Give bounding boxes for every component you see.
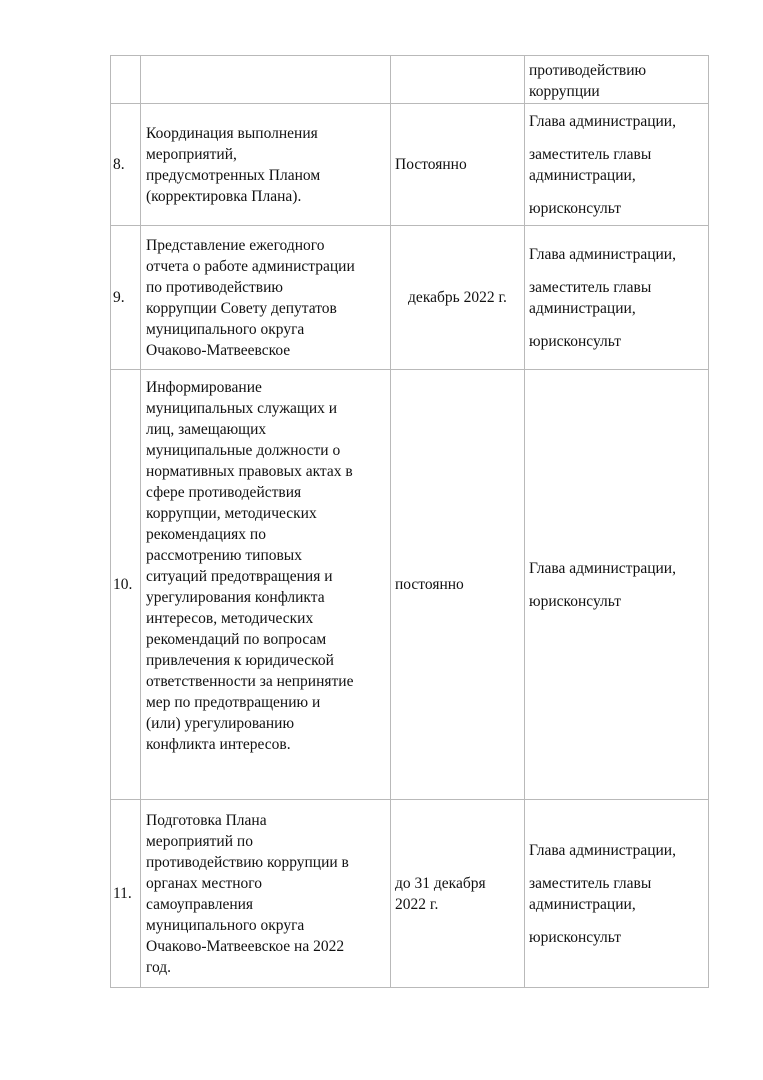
table-row [111, 226, 709, 370]
row-number-cell: 11. [111, 800, 141, 988]
task-cell: Подготовка Плана мероприятий по противодействию коррупции в органах местного самоуправления муниципального округа Очаково-Матвеевское на 2022 год. [141, 800, 391, 988]
term-cell: декабрь 2022 г. [391, 226, 525, 370]
row-number-cell: 8. [111, 104, 141, 226]
task-cell: Информирование муниципальных служащих и лиц, замещающих муниципальные должности о нормативных правовых актах в сфере противодействия коррупции, методических рекомендациях по рассмотрению типовых ситуаций предотвращения и урегулирования конфликта интересов, методических рекомендаций по вопросам привлечения к юридической ответственности за непринятие мер по предотвращению и (или) урегулированию конфликта интересов. [141, 370, 391, 800]
responsible-cell: Глава администрации, заместитель главы администрации, юрисконсульт [525, 226, 709, 370]
row-number-cell: 9. [111, 226, 141, 370]
task-cell: Координация выполнения мероприятий, предусмотренных Планом (корректировка Плана). [141, 104, 391, 226]
measures-table [110, 55, 709, 988]
responsible-cell: Глава администрации, заместитель главы администрации, юрисконсульт [525, 104, 709, 226]
table-row [111, 800, 709, 988]
term-cell [391, 56, 525, 104]
term-cell: до 31 декабря 2022 г. [391, 800, 525, 988]
term-cell: постоянно [391, 370, 525, 800]
table-row [111, 370, 709, 800]
task-cell: Представление ежегодного отчета о работе администрации по противодействию коррупции Совету депутатов муниципального округа Очаково-Матвеевское [141, 226, 391, 370]
table-row [111, 104, 709, 226]
responsible-cell: Глава администрации, заместитель главы администрации, юрисконсульт [525, 800, 709, 988]
responsible-cell: Глава администрации, юрисконсульт [525, 370, 709, 800]
row-number-cell [111, 56, 141, 104]
table-row [111, 56, 709, 104]
term-cell: Постоянно [391, 104, 525, 226]
responsible-cell: противодействию коррупции [525, 56, 709, 104]
task-cell [141, 56, 391, 104]
row-number-cell: 10. [111, 370, 141, 800]
